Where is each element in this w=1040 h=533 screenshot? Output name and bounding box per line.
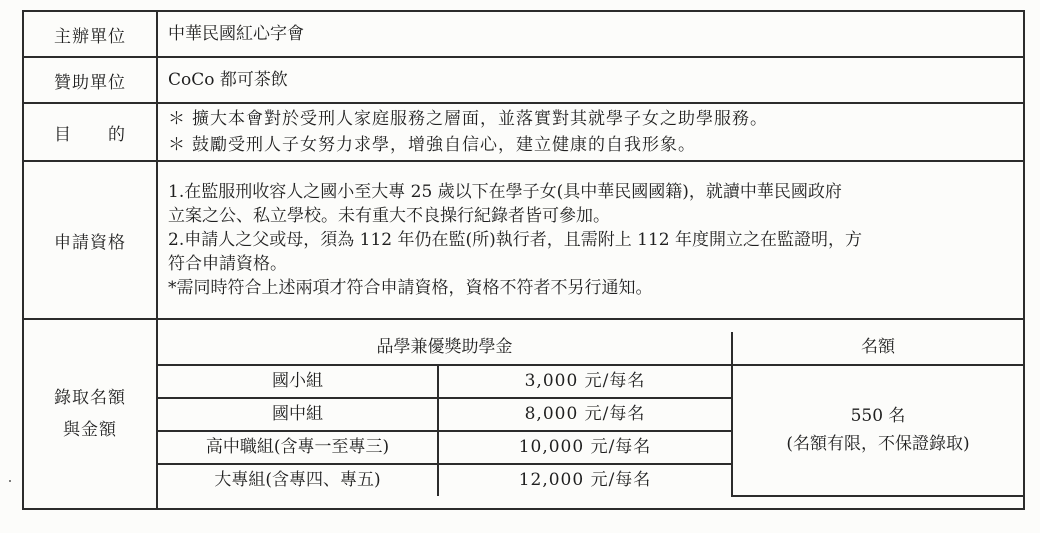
organizer-value: 中華民國紅心字會 — [157, 11, 1024, 57]
sponsor-value: CoCo 都可茶飲 — [157, 57, 1024, 103]
row-eligibility — [23, 161, 1024, 319]
asterisk-bullet: ＊ — [168, 135, 185, 155]
row-awards — [23, 319, 1024, 509]
awards-header-row — [158, 332, 1023, 365]
purpose-label: 目 的 — [23, 103, 157, 161]
quota-cell — [732, 365, 1023, 496]
table-row — [158, 365, 1023, 398]
group-amount: 8,000 元/每名 — [438, 398, 732, 431]
group-name: 大專組(含專四、專五) — [158, 464, 438, 496]
eligibility-line: 2.申請人之父或母，須為 112 年仍在監(所)執行者，且需附上 112 年度開立之在監證明，方 — [168, 230, 862, 250]
awards-table — [158, 332, 1023, 497]
scholarship-header: 品學兼優獎助學金 — [158, 332, 732, 365]
quota-count: 550 名 — [850, 406, 906, 426]
sponsor-label: 贊助單位 — [23, 57, 157, 103]
scholarship-info-table — [22, 10, 1025, 510]
awards-label: 錄取名額 與金額 — [23, 319, 157, 509]
eligibility-label: 申請資格 — [23, 161, 157, 319]
row-organizer — [23, 11, 1024, 57]
purpose-content — [157, 103, 1024, 161]
purpose-item: ＊ 鼓勵受刑人子女努力求學，增強自信心，建立健康的自我形象。 — [168, 132, 1013, 158]
eligibility-line: 1.在監服刑收容人之國小至大專 25 歲以下在學子女(具中華民國國籍)，就讀中華民國政府 — [168, 182, 842, 202]
quota-note: (名額有限，不保證錄取) — [786, 434, 970, 454]
group-name: 高中職組(含專一至專三) — [158, 431, 438, 464]
eligibility-line: 符合申請資格。 — [168, 254, 287, 274]
asterisk-bullet: ＊ — [168, 109, 185, 129]
awards-content — [157, 319, 1024, 509]
group-name: 國小組 — [158, 365, 438, 398]
eligibility-line: *需同時符合上述兩項才符合申請資格，資格不符者不另行通知。 — [168, 278, 653, 298]
quota-header: 名額 — [732, 332, 1023, 365]
row-sponsor — [23, 57, 1024, 103]
scan-speck — [9, 480, 11, 482]
group-amount: 3,000 元/每名 — [438, 365, 732, 398]
group-name: 國中組 — [158, 398, 438, 431]
eligibility-content — [157, 161, 1024, 319]
purpose-item: ＊ 擴大本會對於受刑人家庭服務之層面，並落實對其就學子女之助學服務。 — [168, 106, 1013, 132]
row-purpose — [23, 103, 1024, 161]
group-amount: 10,000 元/每名 — [438, 431, 732, 464]
group-amount: 12,000 元/每名 — [438, 464, 732, 496]
organizer-label: 主辦單位 — [23, 11, 157, 57]
eligibility-line: 立案之公、私立學校。未有重大不良操行紀錄者皆可參加。 — [168, 206, 610, 226]
